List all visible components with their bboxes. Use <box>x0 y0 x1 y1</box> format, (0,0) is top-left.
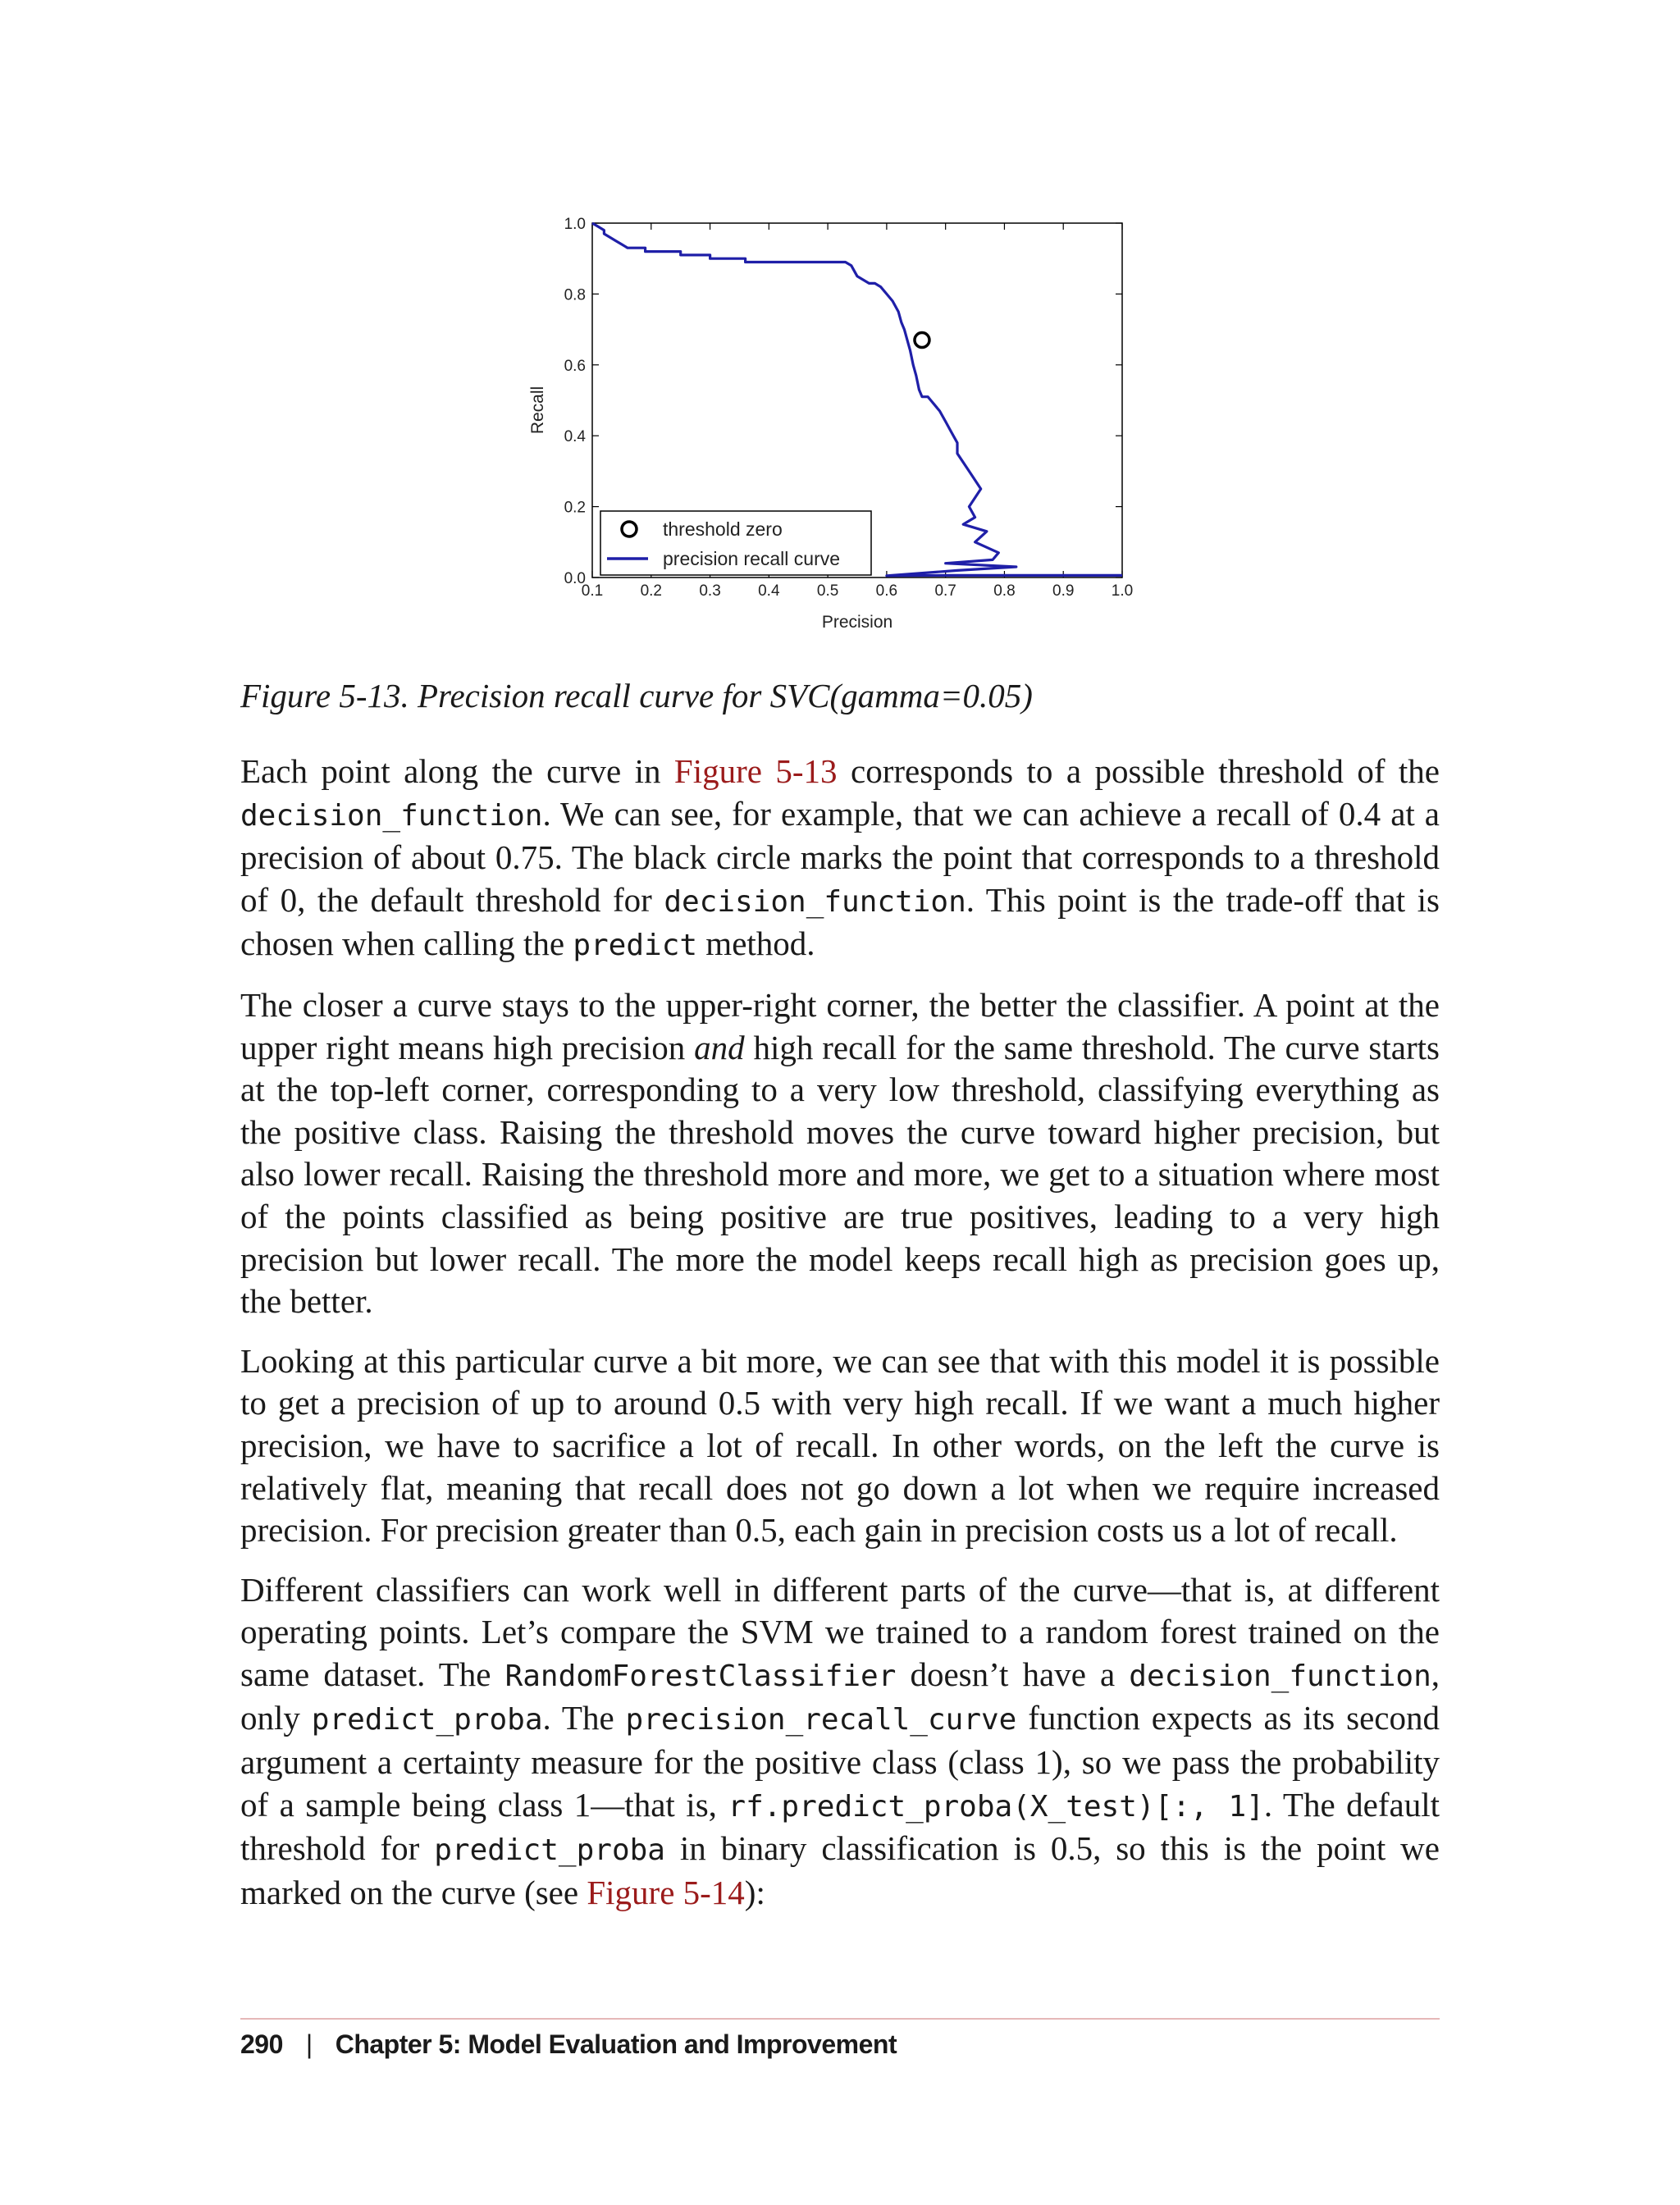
paragraph-4 <box>240 1569 1440 1915</box>
x-tick-label: 0.7 <box>934 582 956 600</box>
inline-code: decision_function <box>240 798 543 833</box>
inline-code: decision_function <box>1129 1659 1431 1693</box>
x-tick-label: 0.6 <box>875 582 898 600</box>
legend-entry-threshold-zero: threshold zero <box>663 518 783 540</box>
text-run: high recall for the same threshold. The curve starts at the top-left corner, corresponding to a very low threshold, classifying everything as the positive class. Raising the threshold moves the curve toward higher precision, but also lower recall. Raising the threshold more and more, we get to a situation where most of the points classified as being positive are true positives, leading to a very high precision but lower recall. The more the model keeps recall high as precision goes up, the better. <box>240 1028 1440 1321</box>
text-run: Each point along the curve in <box>240 752 674 790</box>
y-tick-label: 0.2 <box>564 499 586 517</box>
page-footer <box>240 2029 897 2060</box>
figure-5-14-link[interactable]: Figure 5-14 <box>587 1873 745 1911</box>
precision-recall-chart <box>509 205 1165 648</box>
body-text <box>240 751 1440 1931</box>
x-axis-label: Precision <box>821 613 893 632</box>
x-tick-label: 0.4 <box>758 582 780 600</box>
inline-code: predict_proba <box>434 1833 665 1868</box>
precision-recall-figure <box>509 205 1165 648</box>
x-tick-label: 0.8 <box>993 582 1016 600</box>
x-tick-label: 0.2 <box>640 582 662 600</box>
text-run: . This point is the trade-off that is chosen when calling the <box>240 880 1440 963</box>
inline-code: predict <box>573 929 698 963</box>
x-tick-label: 1.0 <box>1111 582 1134 600</box>
y-tick-label: 0.6 <box>564 357 586 375</box>
text-run: function expects as its second argument a certainty measure for the positive class (class 1), so we pass the probability of a sample being class 1—that is, <box>240 1699 1440 1824</box>
x-tick-label: 0.5 <box>816 582 839 600</box>
legend <box>600 511 871 575</box>
x-tick-labels <box>582 582 1133 600</box>
text-run: , only <box>240 1655 1440 1737</box>
text-run: . The <box>542 1699 626 1737</box>
text-run: in binary classification is 0.5, so this is the point we marked on the curve (see <box>240 1829 1440 1911</box>
inline-code: predict_proba <box>311 1703 543 1737</box>
y-tick-label: 0.4 <box>564 428 586 446</box>
paragraph-2 <box>240 984 1440 1323</box>
paragraph-3: Looking at this particular curve a bit more, we can see that with this model it is possible to get a precision of up to around 0.5 with very high recall. If we want a much higher precision, we have to sacrifice a lot of recall. In other words, on the left the curve is relatively flat, meaning that recall does not go down a lot when we require increased precision. For precision greater than 0.5, each gain in precision costs us a lot of recall. <box>240 1341 1440 1550</box>
inline-code: RandomForestClassifier <box>504 1659 897 1693</box>
y-tick-label: 0.0 <box>564 570 586 587</box>
y-tick-labels <box>564 216 587 587</box>
x-tick-label: 0.3 <box>699 582 721 600</box>
footer-rule <box>240 2018 1440 2020</box>
x-tick-label: 0.1 <box>581 582 604 600</box>
text-run: corresponds to a possible threshold of the <box>837 752 1440 790</box>
y-tick-label: 1.0 <box>564 216 586 233</box>
x-tick-label: 0.9 <box>1052 582 1075 600</box>
chapter-title: Chapter 5: Model Evaluation and Improvement <box>335 2029 897 2059</box>
paragraph-1 <box>240 751 1440 967</box>
text-run: Different classifiers can work well in different parts of the curve—that is, at different operating points. Let’s compare the SVM we trained to a random forest trained on the same dataset. The <box>240 1570 1440 1693</box>
text-run: doesn’t have a <box>896 1655 1130 1693</box>
text-run: The closer a curve stays to the upper-right corner, the better the classifier. A point at the upper right means high precision <box>240 985 1440 1066</box>
text-run: . The default threshold for <box>240 1785 1440 1868</box>
inline-code: decision_function <box>664 884 966 919</box>
figure-caption: Figure 5-13. Precision recall curve for SVC(gamma=0.05) <box>240 677 1033 714</box>
inline-code: precision_recall_curve <box>625 1703 1017 1737</box>
footer-separator: | <box>305 2029 313 2059</box>
figure-5-13-link[interactable]: Figure 5-13 <box>673 752 838 790</box>
y-axis-label: Recall <box>528 386 547 435</box>
text-run: method. <box>697 924 815 963</box>
page-number: 290 <box>240 2029 283 2059</box>
legend-entry-curve: precision recall curve <box>663 548 841 569</box>
inline-code: rf.predict_proba(X_test)[:, 1] <box>728 1789 1264 1824</box>
emphasis: and <box>694 1028 745 1066</box>
text-run: ): <box>744 1873 765 1911</box>
y-tick-label: 0.8 <box>564 286 586 304</box>
text-run: . We can see, for example, that we can achieve a recall of 0.4 at a precision of about 0.75. The black circle marks the point that corresponds to a threshold of 0, the default threshold for <box>240 794 1440 919</box>
